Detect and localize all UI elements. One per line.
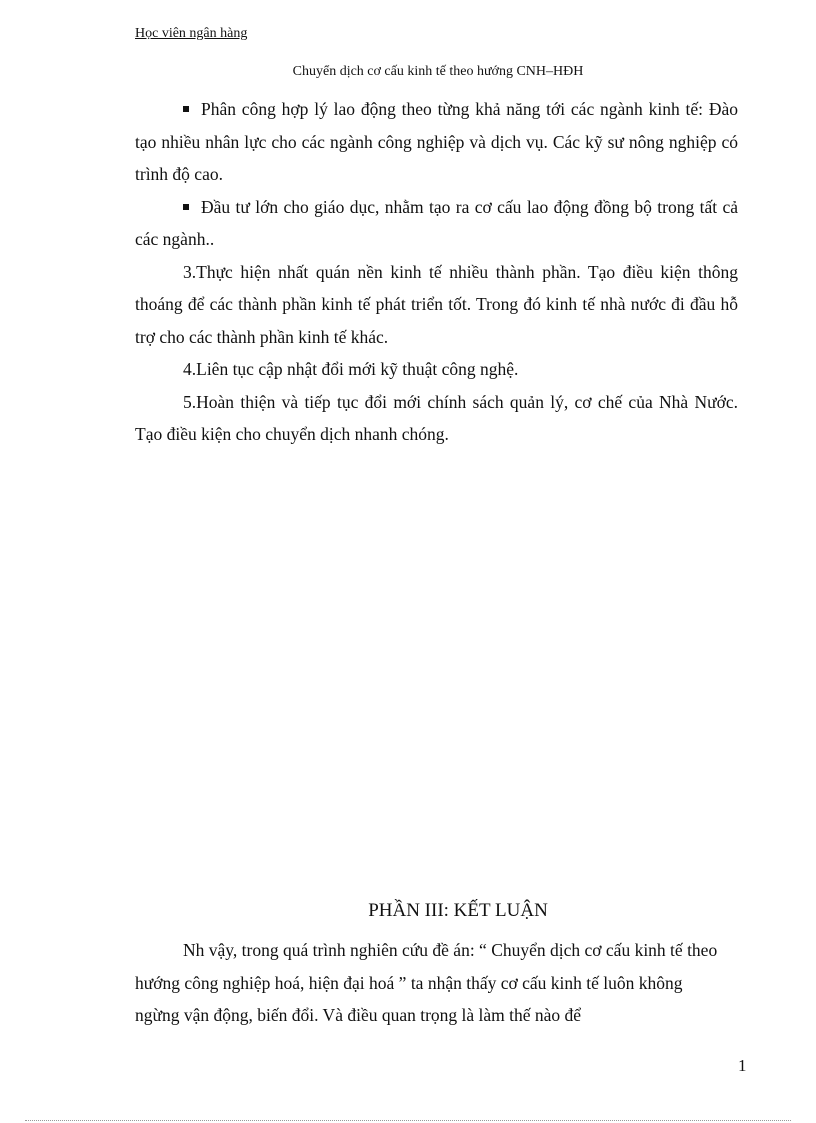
numbered-item-4: 4.Liên tục cập nhật đổi mới kỹ thuật công nghệ. (183, 359, 519, 379)
conclusion-heading: PHẦN III: KẾT LUẬN (368, 900, 548, 921)
header-institution: Học viên ngân hàng (135, 26, 248, 41)
page-number: 1 (738, 1056, 747, 1075)
header-document-title: Chuyển dịch cơ cấu kinh tế theo hướng CNH–HĐH (292, 64, 584, 79)
body-section (135, 93, 738, 451)
bullet-item-2 (135, 191, 738, 256)
square-bullet-icon (183, 204, 189, 210)
bullet-item-1-text: Phân công hợp lý lao động theo từng khả năng tới các ngành kinh tế: Đào tạo nhiều nhân lực cho các ngành công nghiệp và dịch vụ. Các kỹ sư nông nghiệp có trình độ cao. (135, 99, 738, 184)
bullet-item-1 (135, 93, 738, 191)
numbered-item-3: 3.Thực hiện nhất quán nền kinh tế nhiều thành phần. Tạo điều kiện thông thoáng để các thành phần kinh tế phát triển tốt. Trong đó kinh tế nhà nước đi đầu hỗ trợ cho các thành phần kinh tế khác. (135, 261, 738, 347)
conclusion-paragraph: Nh vậy, trong quá trình nghiên cứu đề án: “ Chuyển dịch cơ cấu kinh tế theo hướng công nghiệp hoá, hiện đại hoá ” ta nhận thấy cơ cấu kinh tế luôn không ngừng vận động, biến đổi. Và điều quan trọng là làm thế nào để (135, 940, 718, 1025)
bullet-item-2-text: Đầu tư lớn cho giáo dục, nhằm tạo ra cơ cấu lao động đồng bộ trong tất cả các ngành.. (135, 196, 738, 249)
square-bullet-icon (183, 106, 189, 112)
footer-divider (25, 1120, 791, 1121)
conclusion-section (135, 934, 720, 1032)
numbered-item-5: 5.Hoàn thiện và tiếp tục đổi mới chính sách quản lý, cơ chế của Nhà Nước. Tạo điều kiện cho chuyển dịch nhanh chóng. (135, 391, 738, 444)
